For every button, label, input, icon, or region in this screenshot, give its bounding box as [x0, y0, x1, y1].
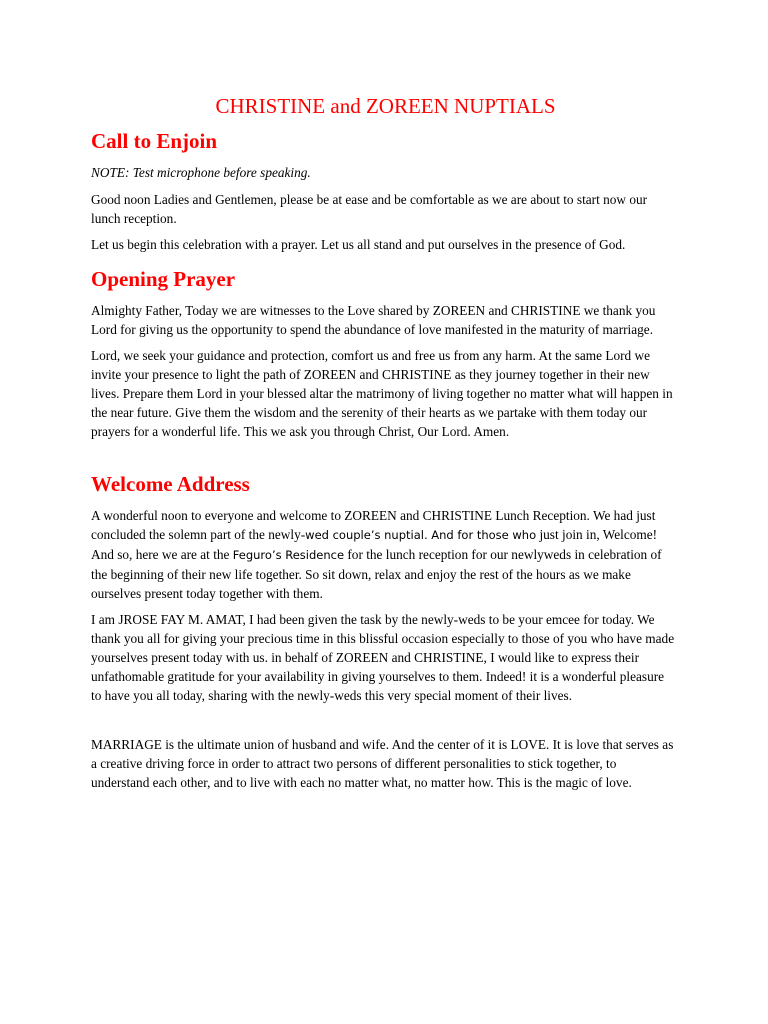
paragraph-text: for the lunch reception for our newlyweds in celebration of the beginning of their new life together. So sit down, relax and enjoy the rest of the hours as we make ourselves present today together with them.: [91, 547, 662, 601]
section-heading-opening-prayer: Opening Prayer: [91, 267, 236, 291]
paragraph-text: A wonderful noon to everyone and welcome to ZOREEN and CHRISTINE Lunch Reception. We had just concluded the solemn part of the newly-: [91, 508, 656, 542]
paragraph: Lord, we seek your guidance and protection, comfort us and free us from any harm. At the same Lord we invite your presence to light the path of ZOREEN and CHRISTINE as they journey together in their new lives. Prepare them Lord in your blessed altar the matrimony of living together no matter what will happen in the near future. Give them the wisdom and the serenity of their hearts as we partake with them today our prayers for a wonderful life. This we ask you through Christ, Our Lord. Amen.: [91, 348, 673, 439]
section-heading-welcome-address: Welcome Address: [91, 472, 250, 496]
paragraph: I am JROSE FAY M. AMAT, I had been given the task by the newly-weds to be your emcee for today. We thank you all for giving your precious time in this blissful occasion especially to those of you who have made yourselves present today with us. in behalf of ZOREEN and CHRISTINE, I would like to express their unfathomable gratitude for your availability in giving yourselves to them. Indeed! it is a wonderful pleasure to have you all today, sharing with the newly-weds this very special moment of their lives.: [91, 612, 675, 703]
document-title: CHRISTINE and ZOREEN NUPTIALS: [215, 94, 556, 118]
paragraph: Almighty Father, Today we are witnesses to the Love shared by ZOREEN and CHRISTINE we thank you Lord for giving us the opportunity to spend the abundance of love manifested in the maturity of marriage.: [91, 303, 656, 337]
paragraph: Let us begin this celebration with a prayer. Let us all stand and put ourselves in the presence of God.: [91, 237, 626, 252]
paragraph: MARRIAGE is the ultimate union of husband and wife. And the center of it is LOVE. It is love that serves as a creative driving force in order to attract two persons of different personalities to stick together, to understand each other, and to live with each no matter what, no matter how. This is the magic of love.: [91, 737, 674, 790]
note-text: NOTE: Test microphone before speaking.: [91, 165, 311, 180]
paragraph-text-alt-font: Feguro’s Residence: [232, 548, 345, 562]
section-heading-call-to-enjoin: Call to Enjoin: [91, 129, 218, 153]
document-content: [91, 92, 676, 799]
paragraph: [91, 506, 676, 603]
paragraph-text: just join in, Welcome! And so, here we are at the: [91, 527, 658, 562]
paragraph-text-alt-font: wed couple’s nuptial. And for those who: [305, 528, 537, 542]
paragraph: Good noon Ladies and Gentlemen, please be at ease and be comfortable as we are about to start now our lunch reception.: [91, 192, 648, 226]
